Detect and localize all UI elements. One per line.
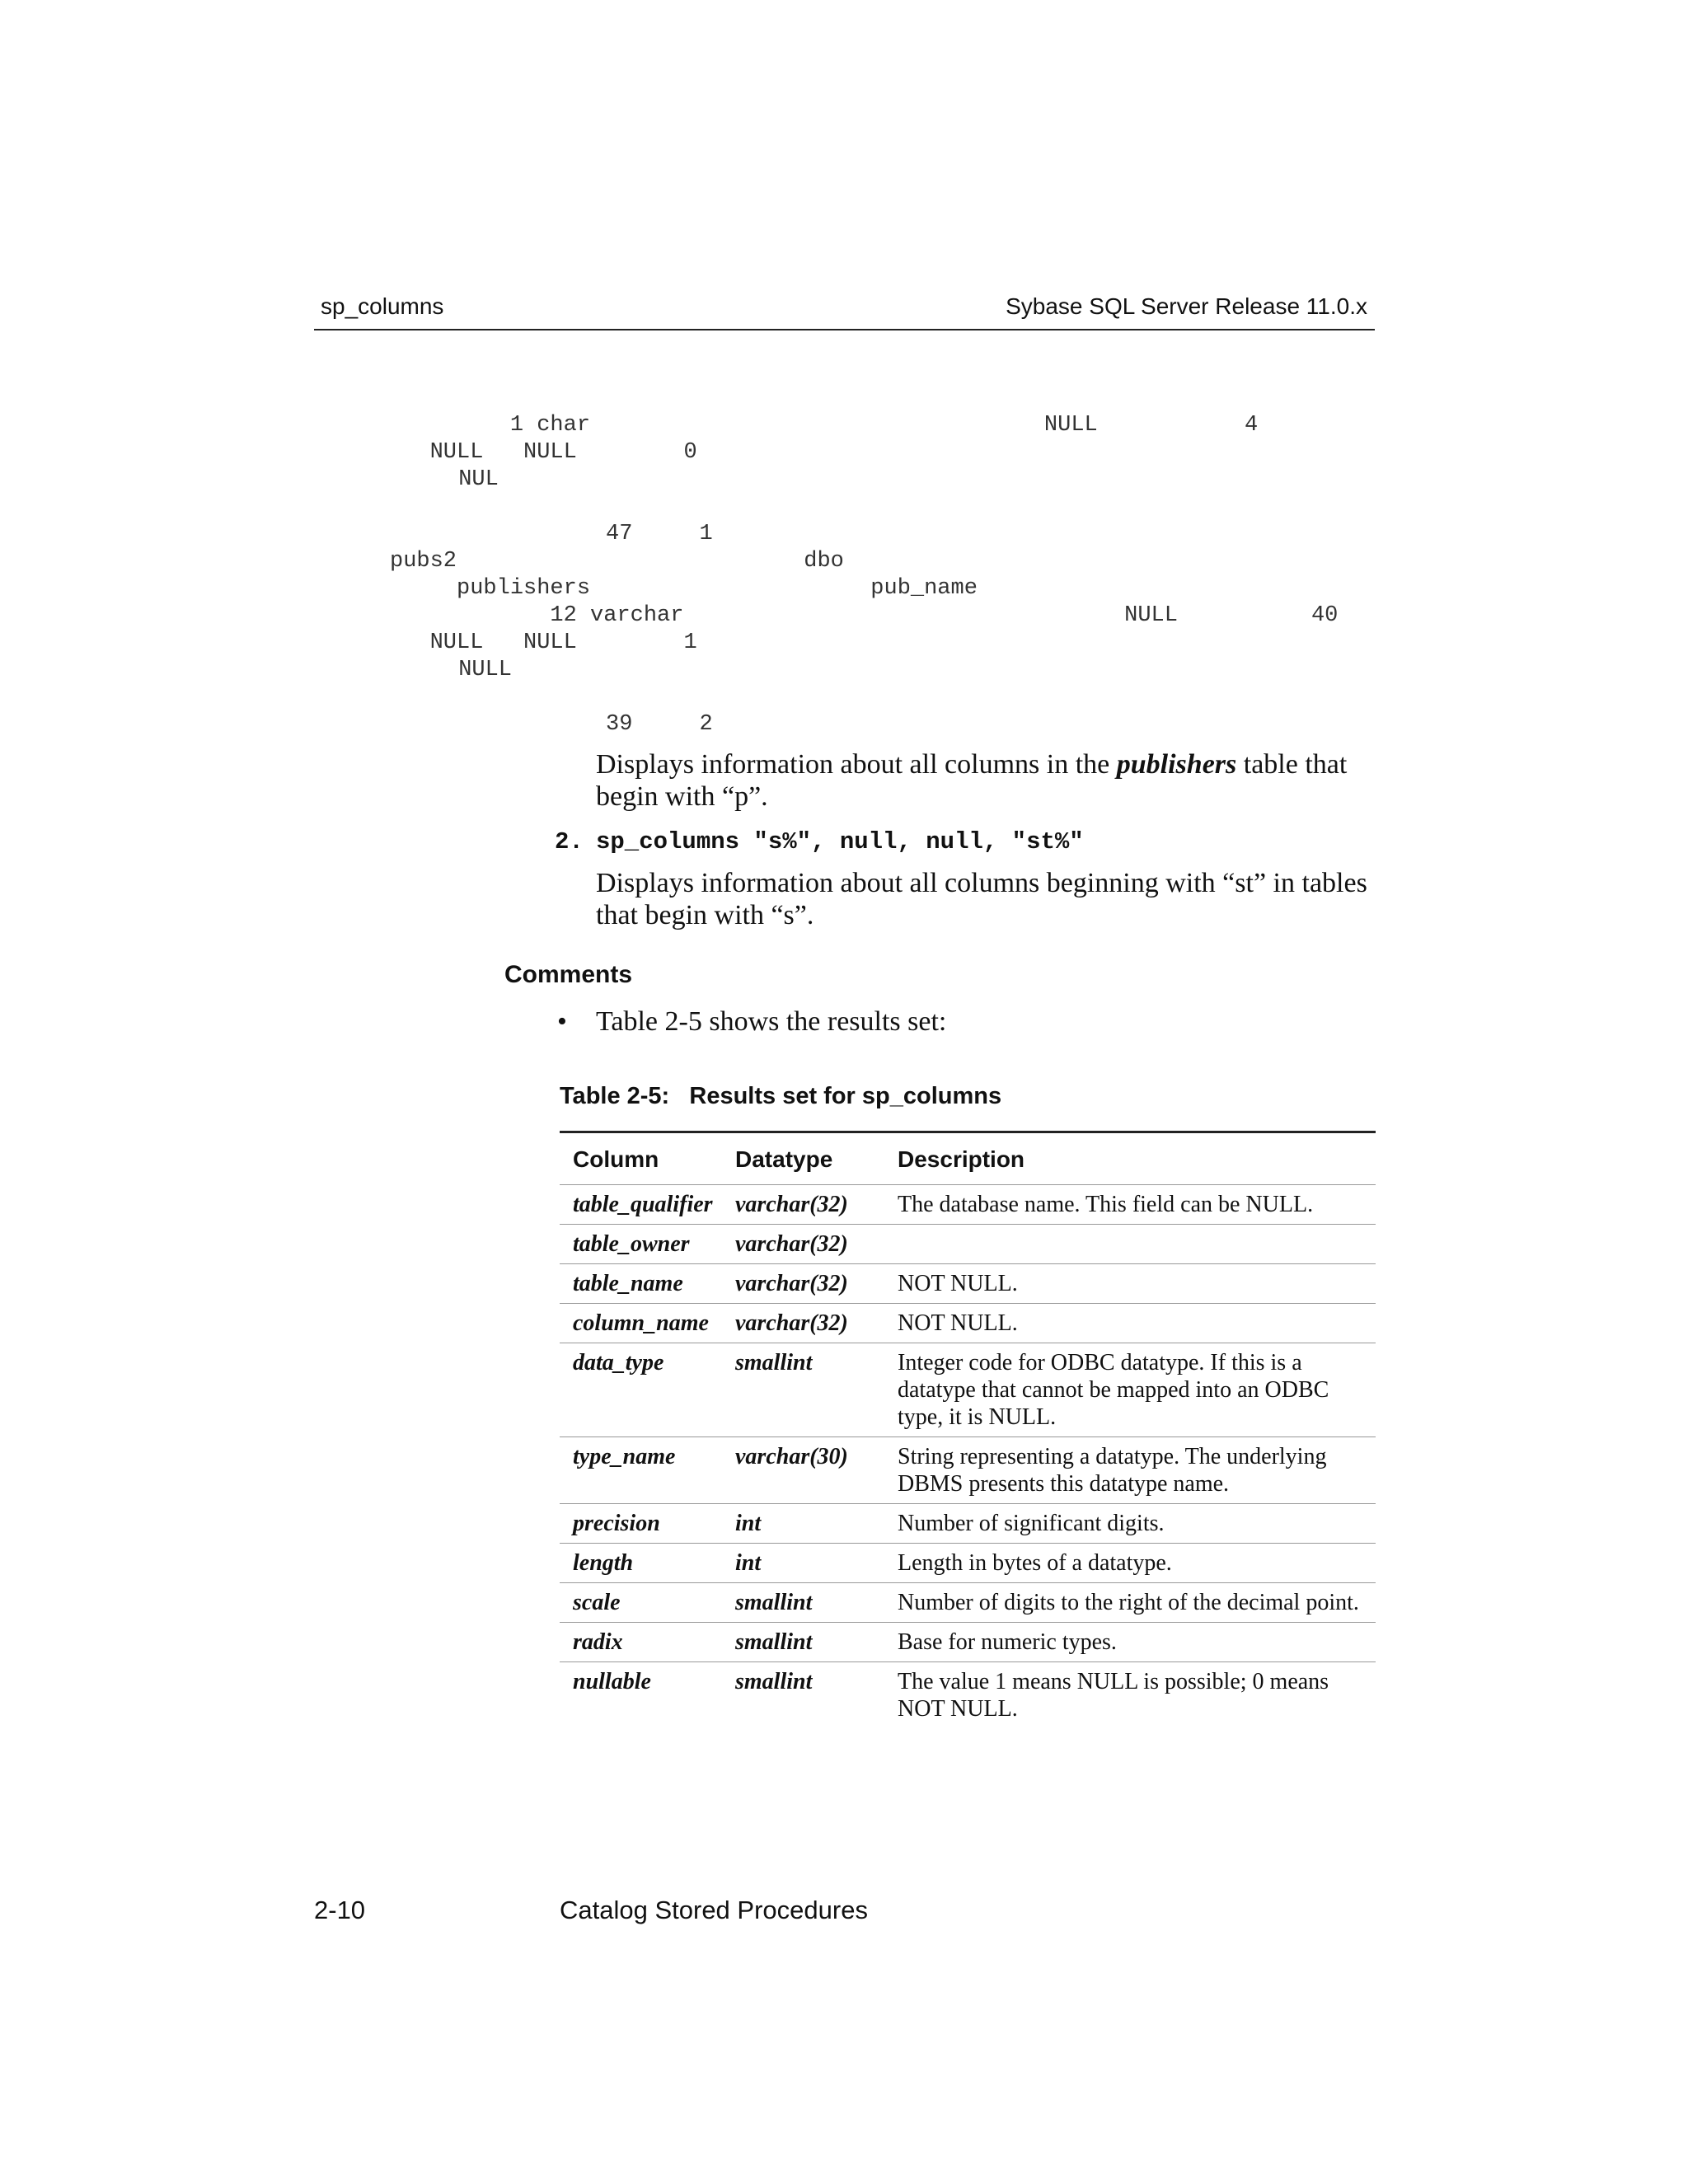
- output-line: NULL: [445, 658, 513, 682]
- table-row: [560, 1185, 1376, 1225]
- cell-description: Number of digits to the right of the decimal point.: [884, 1583, 1376, 1623]
- cell-datatype: smallint: [722, 1343, 884, 1437]
- description-text: table that begin with “p”.: [596, 749, 1348, 812]
- table-caption: Table 2-5: Results set for sp_columns: [560, 1083, 1002, 1109]
- table-row: [560, 1662, 1376, 1729]
- table-row: [560, 1264, 1376, 1304]
- output-line: NUL: [445, 467, 499, 492]
- cell-datatype: smallint: [722, 1583, 884, 1623]
- cell-datatype: int: [722, 1544, 884, 1583]
- output-line: 39 2: [472, 712, 713, 737]
- cell-column: table_qualifier: [560, 1185, 722, 1225]
- cell-datatype: varchar(32): [722, 1225, 884, 1264]
- table-row: [560, 1304, 1376, 1343]
- example-2-description: Displays information about all columns beginning with “st” in tables that begin with “s”.: [596, 868, 1367, 930]
- output-line: NULL NULL 0: [390, 440, 697, 465]
- cell-datatype: smallint: [722, 1662, 884, 1729]
- output-line: 47 1: [472, 522, 713, 546]
- table-row: [560, 1583, 1376, 1623]
- cell-description: NOT NULL.: [884, 1264, 1376, 1304]
- example-2-command: sp_columns "s%", null, null, "st%": [596, 828, 1084, 855]
- table-row: [560, 1544, 1376, 1583]
- header-rule: [314, 329, 1375, 330]
- table-row: [560, 1504, 1376, 1544]
- table-header-row: [560, 1132, 1376, 1185]
- cell-datatype: varchar(32): [722, 1264, 884, 1304]
- comments-heading: Comments: [504, 961, 633, 988]
- cell-column: length: [560, 1544, 722, 1583]
- cell-description: Length in bytes of a datatype.: [884, 1544, 1376, 1583]
- table-row: [560, 1437, 1376, 1504]
- cell-column: table_owner: [560, 1225, 722, 1264]
- table-row: [560, 1225, 1376, 1264]
- cell-datatype: varchar(30): [722, 1437, 884, 1504]
- cell-description: [884, 1225, 1376, 1264]
- cell-column: type_name: [560, 1437, 722, 1504]
- description-emphasis: publishers: [1116, 749, 1237, 780]
- example-2-number: 2.: [555, 828, 584, 855]
- output-line: pubs2 dbo: [390, 549, 844, 574]
- column-header: Column: [560, 1132, 722, 1185]
- output-line: 1 char NULL 4: [390, 413, 1259, 438]
- cell-datatype: varchar(32): [722, 1304, 884, 1343]
- cell-datatype: varchar(32): [722, 1185, 884, 1225]
- page-number: 2-10: [314, 1896, 366, 1924]
- table-row: [560, 1343, 1376, 1437]
- cell-column: nullable: [560, 1662, 722, 1729]
- running-header-section: sp_columns: [321, 293, 444, 319]
- cell-description: The value 1 means NULL is possible; 0 means NOT NULL.: [884, 1662, 1376, 1729]
- output-line: publishers pub_name: [390, 576, 978, 601]
- column-header: Description: [884, 1132, 1376, 1185]
- cell-description: NOT NULL.: [884, 1304, 1376, 1343]
- bullet-icon: •: [557, 1006, 567, 1037]
- table-row: [560, 1623, 1376, 1662]
- cell-description: The database name. This field can be NULL.: [884, 1185, 1376, 1225]
- results-table: [560, 1131, 1376, 1728]
- footer-chapter-title: Catalog Stored Procedures: [560, 1896, 868, 1924]
- cell-column: data_type: [560, 1343, 722, 1437]
- cell-datatype: int: [722, 1504, 884, 1544]
- column-header: Datatype: [722, 1132, 884, 1185]
- cell-column: column_name: [560, 1304, 722, 1343]
- cell-description: Integer code for ODBC datatype. If this is a datatype that cannot be mapped into an ODBC type, it is NULL.: [884, 1343, 1376, 1437]
- cell-description: Base for numeric types.: [884, 1623, 1376, 1662]
- description-text: Displays information about all columns in the: [596, 749, 1117, 780]
- comments-bullet-text: Table 2-5 shows the results set:: [596, 1006, 947, 1037]
- cell-column: table_name: [560, 1264, 722, 1304]
- example-1-description: [596, 748, 1371, 813]
- output-line: 12 varchar NULL 40: [390, 603, 1339, 628]
- cell-column: scale: [560, 1583, 722, 1623]
- cell-description: Number of significant digits.: [884, 1504, 1376, 1544]
- cell-column: precision: [560, 1504, 722, 1544]
- running-header-title: Sybase SQL Server Release 11.0.x: [1006, 293, 1367, 319]
- cell-column: radix: [560, 1623, 722, 1662]
- output-line: NULL NULL 1: [390, 630, 697, 655]
- cell-description: String representing a datatype. The underlying DBMS presents this datatype name.: [884, 1437, 1376, 1504]
- cell-datatype: smallint: [722, 1623, 884, 1662]
